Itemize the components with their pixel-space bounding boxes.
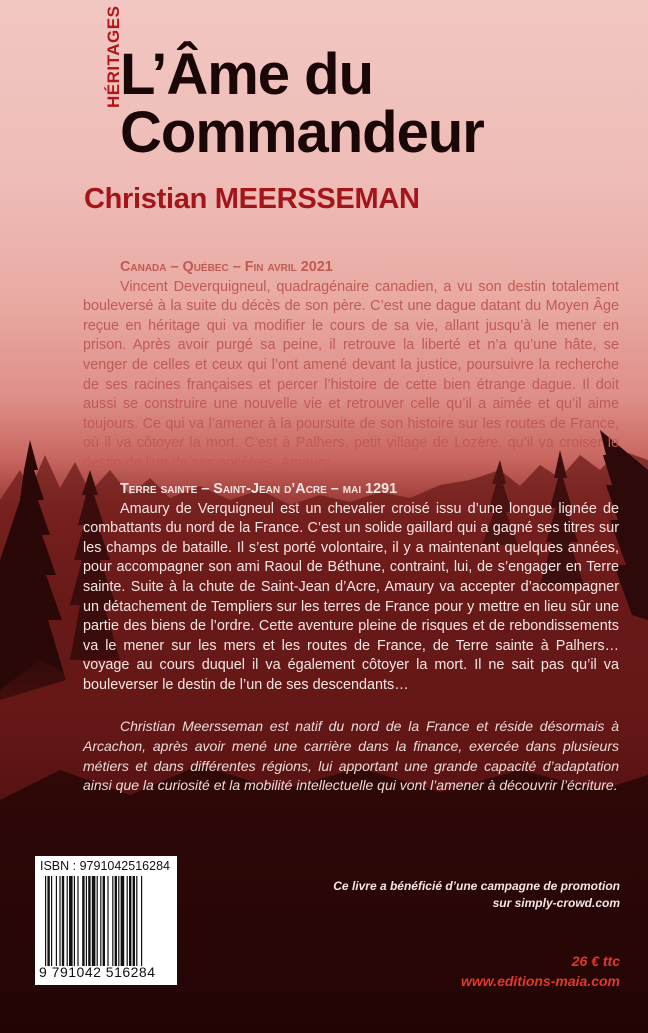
barcode: [35, 856, 177, 985]
synopsis-section-1: [83, 258, 619, 474]
barcode-digits: 9 791042 516284: [39, 964, 156, 980]
section-2-heading: Terre sainte – Saint-Jean d’Acre – mai 1291: [120, 481, 398, 497]
title-line-1: L’Âme du: [120, 42, 374, 107]
promotion-note: [333, 878, 620, 912]
barcode-bars: [45, 876, 173, 966]
promo-line-2: sur simply-crowd.com: [492, 896, 620, 910]
author-name: Christian MEERSSEMAN: [84, 183, 420, 215]
publisher-website: www.editions-maia.com: [461, 973, 620, 989]
section-1-heading: Canada – Québec – Fin avril 2021: [120, 259, 333, 275]
author-bio: Christian Meersseman est natif du nord de la France et réside désormais à Arcachon, après avoir mené une carrière dans la finance, exercée dans plusieurs métiers et dans différentes régions, lui apportant une grande capacité d’adaptation ainsi que la curiosité et la mobilité intellectuelle qui vont l’amener à découvrir l’écriture.: [83, 718, 619, 794]
price: 26 € ttc: [571, 953, 620, 969]
series-name: HÉRITAGES: [104, 5, 123, 108]
section-2-text: Amaury de Verquigneul est un chevalier croisé issu d’une longue lignée de combattants du nord de la France. C’est un solide gaillard qui a gagné ses titres sur les champs de bataille. Il s’est porté volontaire, il y a maintenant quelques années, pour accompagner son ami Raoul de Béthune, contraint, lui, de s’engager en Terre sainte. Suite à la chute de Saint-Jean d’Acre, Amaury va accepter d’accompagner un détachement de Templiers sur les terres de France pour y mettre en lieu sûr une partie des biens de l’ordre. Cette aventure pleine de risques et de rebondissements va le mener sur les mers et les routes de France, de Terre sainte à Palhers… voyage au cours duquel il va également côtoyer la mort. Il ne sait pas qu’il va bouleverser le destin de l’un de ses descendants…: [83, 500, 619, 693]
book-title: [120, 42, 484, 165]
section-1-text: Vincent Deverquigneul, quadragénaire canadien, a vu son destin totalement bouleversé à la suite du décès de son père. C’est une dague datant du Moyen Âge reçue en héritage qui va modifier le cours de sa vie, allant jusqu’à le mener en prison. Après avoir purgé sa peine, il retrouve la liberté et n’a qu’une hâte, se venger de celles et ceux qui l’ont amené devant la justice, poursuivre la recherche de ses racines françaises et percer l’histoire de cette bien étrange dague. Il doit aussi se construire une nouvelle vie et retrouver celle qu’il a aimée et qu’il aime toujours. Ce qui va l’amener à la poursuite de son histoire sur les routes de France, où il va côtoyer la mort. C’est à Palhers, petit village de Lozère, qu’il va croiser le destin de l’un de ses ancêtres, Amaury.: [83, 278, 619, 471]
isbn-label: ISBN : 9791042516284: [40, 859, 170, 873]
promo-line-1: Ce livre a bénéficié d’une campagne de promotion: [333, 879, 620, 893]
synopsis-section-2: [83, 480, 619, 696]
title-line-2: Commandeur: [120, 100, 484, 165]
